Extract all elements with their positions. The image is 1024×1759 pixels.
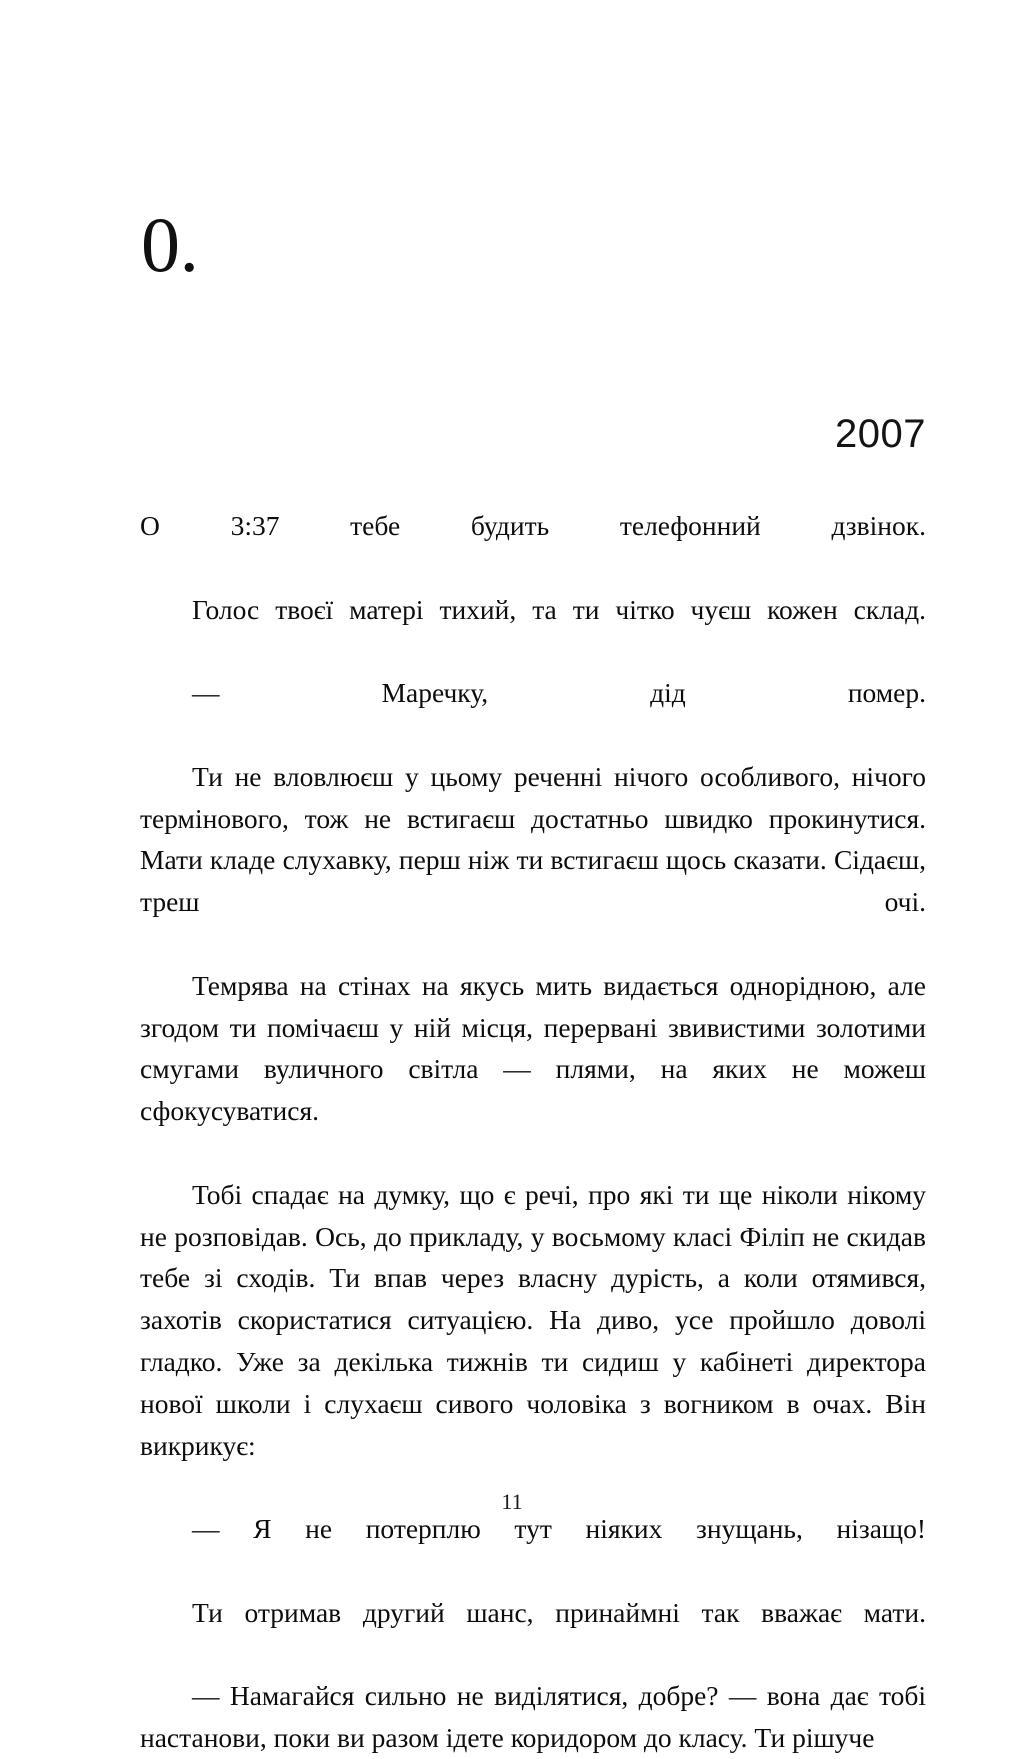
paragraph: О 3:37 тебе будить телефонний дзвінок. <box>140 510 926 541</box>
page-number: 11 <box>501 1489 523 1514</box>
year-heading: 2007 <box>835 412 926 456</box>
paragraph: Темрява на стінах на якусь мить видається однорідною, але згодом ти помічаєш у ній місця, перервані звивистими золотими смугами вуличного світла — плями, на яких не можеш сфокусуватися. <box>140 969 926 1127</box>
paragraph: Ти отримав другий шанс, принаймні так вважає мати. <box>192 1596 926 1628</box>
chapter-number: 0. <box>141 201 199 288</box>
paragraph-dialogue: — Я не потерплю тут ніяких знущань, нізащо! <box>192 1513 926 1545</box>
paragraph: Тобі спадає на думку, що є речі, про які ти ще ніколи нікому не розповідав. Ось, до прикладу, у восьмому класі Філіп не скидав тебе зі сходів. Ти впав через власну дурість, а коли отямився, захотів скористатися ситуацією. На диво, усе пройшло доволі гладко. Уже за декілька тижнів ти сидиш у кабінеті директора нової школи і слухаєш сивого чоловіка з вогником в очах. Він викрикує: <box>140 1178 926 1461</box>
body-text <box>140 505 926 1759</box>
paragraph-dialogue: — Намагайся сильно не виділятися, добре? — вона дає тобі настанови, поки ви разом ідете коридором до класу. Ти рішуче <box>140 1680 926 1754</box>
paragraph: Ти не вловлюєш у цьому реченні нічого особливого, нічого термінового, тож не встигаєш достатньо швидко прокинутися. Мати кладе слухавку, перш ніж ти встигаєш щось сказати. Сідаєш, треш очі. <box>140 760 926 918</box>
paragraph: Голос твоєї матері тихий, та ти чітко чуєш кожен склад. <box>192 593 926 625</box>
paragraph-dialogue: — Маречку, дід помер. <box>192 677 926 709</box>
